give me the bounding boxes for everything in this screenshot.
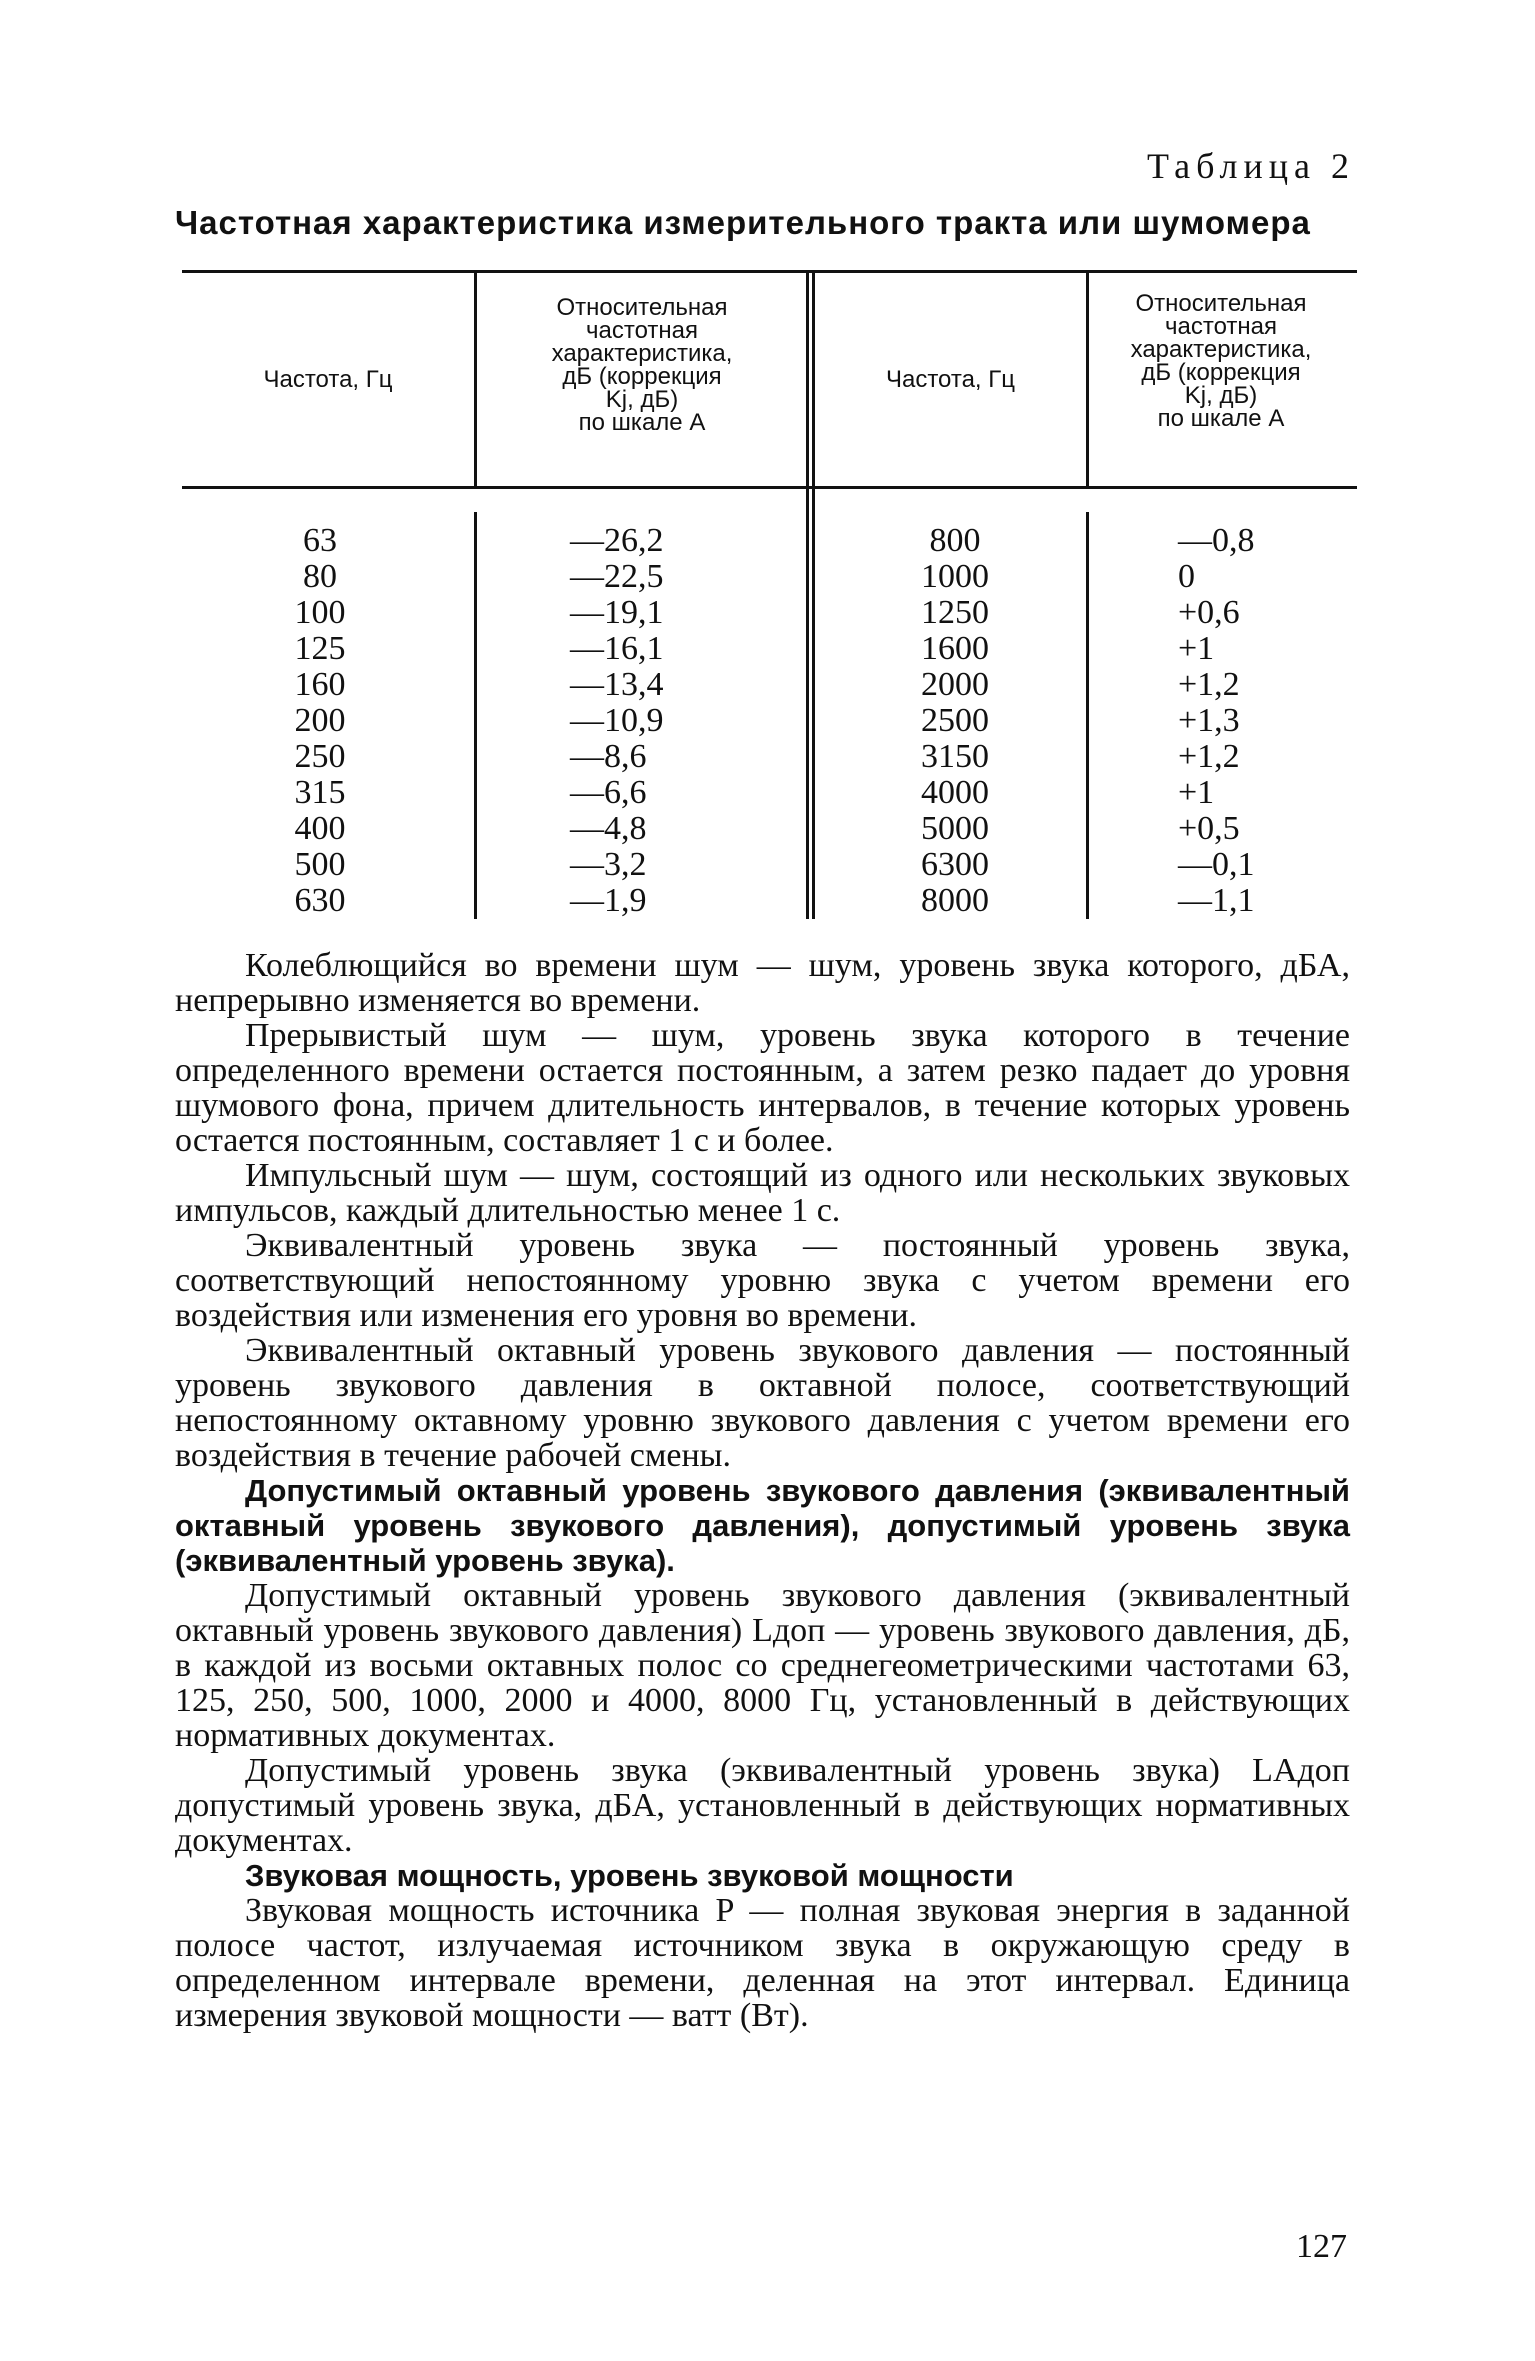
table-cell: 160 <box>294 666 346 703</box>
table-cell: 4000 <box>921 774 989 811</box>
table-cell: —26,2 <box>570 522 664 559</box>
column-frequency-left <box>250 523 390 919</box>
table-cell: 500 <box>294 846 346 883</box>
column-divider <box>474 512 477 919</box>
table-cell: +1,2 <box>1178 666 1240 703</box>
paragraph: Допустимый уровень звука (эквивалентный уровень звука) LAдоп допустимый уровень звука, дБА, установленный в действующих нормативных документах. <box>175 1752 1350 1859</box>
table-cell: —1,9 <box>570 882 647 919</box>
column-divider <box>1086 273 1089 486</box>
page-number: 127 <box>1296 2228 1347 2265</box>
table-cell: 2000 <box>921 666 989 703</box>
table-cell: +1,3 <box>1178 702 1240 739</box>
table-caption: Частотная характеристика измерительного тракта или шумомера <box>175 204 1311 241</box>
paragraph: Колеблющийся во времени шум — шум, уровень звука которого, дБА, непрерывно изменяется во времени. <box>175 947 1350 1019</box>
table-cell: 80 <box>303 558 337 595</box>
paragraph: Эквивалентный уровень звука — постоянный уровень звука, соответствующий непостоянному уровню звука с учетом времени его воздействия или изменения его уровня во времени. <box>175 1227 1350 1334</box>
table-cell: —0,8 <box>1178 522 1255 559</box>
paragraph: Звуковая мощность источника P — полная звуковая энергия в заданной полосе частот, излучаемая источником звука в окружающую среду в определенном интервале времени, деленная на этот интервал. Единица измерения звуковой мощности — ватт (Вт). <box>175 1892 1350 2034</box>
table-cell: 8000 <box>921 882 989 919</box>
header-frequency-left: Частота, Гц <box>263 366 393 393</box>
table-cell: —4,8 <box>570 810 647 847</box>
table-cell: —6,6 <box>570 774 647 811</box>
table-cell: +1 <box>1178 630 1215 667</box>
paragraph-heading: Допустимый октавный уровень звукового давления (эквивалентный октавный уровень звукового давления), допустимый уровень звука (эквивалентный уровень звука). <box>175 1473 1350 1578</box>
table-cell: 1600 <box>921 630 989 667</box>
header-response-left: Относительная частотная характеристика, дБ (коррекция Kj, дБ) по шкале А <box>551 294 733 436</box>
body-text <box>175 948 1350 2033</box>
table-cell: +1,2 <box>1178 738 1240 775</box>
table-cell: —1,1 <box>1178 882 1255 919</box>
paragraph: Эквивалентный октавный уровень звукового давления — постоянный уровень звукового давления в октавной полосе, соответствующий непостоянному октавному уровню звукового давления с учетом времени его воздействия в течение рабочей смены. <box>175 1332 1350 1474</box>
table-cell: 315 <box>294 774 346 811</box>
paragraph: Импульсный шум — шум, состоящий из одного или нескольких звуковых импульсов, каждый длительностью менее 1 с. <box>175 1157 1350 1229</box>
table-cell: 400 <box>294 810 346 847</box>
table-cell: +0,5 <box>1178 810 1240 847</box>
table-cell: —13,4 <box>570 666 664 703</box>
table-cell: —8,6 <box>570 738 647 775</box>
table-cell: —19,1 <box>570 594 664 631</box>
table-cell: 1250 <box>921 594 989 631</box>
table-cell: —16,1 <box>570 630 664 667</box>
table-cell: —0,1 <box>1178 846 1255 883</box>
table-cell: 125 <box>294 630 346 667</box>
table-cell: 6300 <box>921 846 989 883</box>
table-label: Таблица 2 <box>1147 146 1355 186</box>
table-cell: 800 <box>929 522 981 559</box>
column-divider <box>474 273 477 486</box>
table-cell: 0 <box>1178 558 1195 595</box>
table-cell: —3,2 <box>570 846 647 883</box>
table-header-rule <box>182 486 1357 489</box>
section-heading: Звуковая мощность, уровень звуковой мощности <box>245 1858 1014 1893</box>
header-response-right: Относительная частотная характеристика, дБ (коррекция Kj, дБ) по шкале А <box>1130 290 1312 432</box>
table-cell: 2500 <box>921 702 989 739</box>
column-response-left <box>570 523 730 919</box>
header-frequency-right: Частота, Гц <box>885 366 1016 393</box>
table-cell: 630 <box>294 882 346 919</box>
table-cell: —22,5 <box>570 558 664 595</box>
table-cell: 3150 <box>921 738 989 775</box>
column-response-right <box>1178 523 1318 919</box>
table-cell: +1 <box>1178 774 1215 811</box>
table-cell: 1000 <box>921 558 989 595</box>
column-divider <box>1086 512 1089 919</box>
table-cell: 200 <box>294 702 346 739</box>
column-frequency-right <box>880 523 1030 919</box>
table-cell: 63 <box>303 522 337 559</box>
paragraph: Прерывистый шум — шум, уровень звука которого в течение определенного времени остается постоянным, а затем резко падает до уровня шумового фона, причем длительность интервалов, в течение которых уровень остается постоянным, составляет 1 с и более. <box>175 1017 1350 1159</box>
table-cell: 5000 <box>921 810 989 847</box>
table-cell: —10,9 <box>570 702 664 739</box>
paragraph: Допустимый октавный уровень звукового давления (эквивалентный октавный уровень звукового давления) Lдоп — уровень звукового давления, дБ, в каждой из восьми октавных полос со среднегеометрическими частотами 63, 125, 250, 500, 1000, 2000 и 4000, 8000 Гц, установленный в действующих нормативных документах. <box>175 1577 1350 1754</box>
table-cell: 100 <box>294 594 346 631</box>
table-cell: +0,6 <box>1178 594 1240 631</box>
column-divider <box>806 273 809 919</box>
table-cell: 250 <box>294 738 346 775</box>
